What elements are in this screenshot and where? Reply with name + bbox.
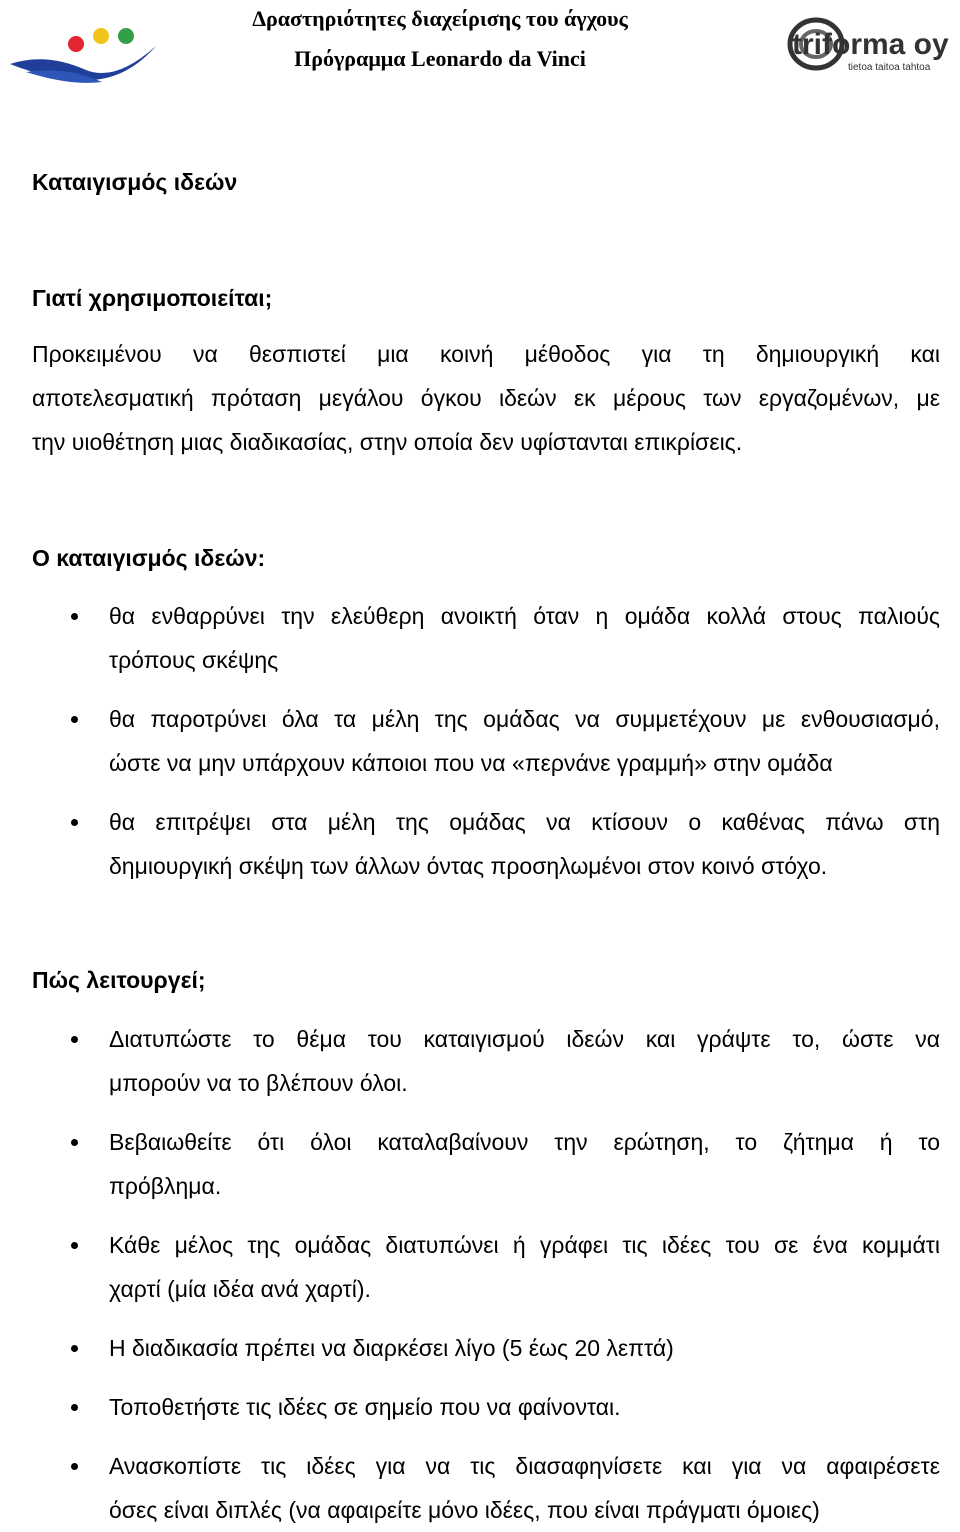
why-paragraph xyxy=(32,332,940,464)
list-item-text xyxy=(109,697,940,785)
list-item-text xyxy=(109,1017,940,1105)
list-item-line: μπορούν να το βλέπουν όλοι. xyxy=(109,1070,408,1096)
list-item-line: Βεβαιωθείτε ότι όλοι καταλαβαίνουν την ερώτηση, το ζήτημα ή το xyxy=(109,1129,940,1155)
list-item-line: Κάθε μέλος της ομάδας διατυπώνει ή γράφει τις ιδέες του σε ένα κομμάτι xyxy=(109,1232,940,1258)
header-title-line1: Δραστηριότητες διαχείρισης του άγχους xyxy=(252,6,628,31)
list-item-line: θα επιτρέψει στα μέλη της ομάδας να κτίσουν ο καθένας πάνω στη xyxy=(109,809,940,835)
list-item-line: δημιουργική σκέψη των άλλων όντας προσηλωμένοι στον κοινό στόχο. xyxy=(109,853,828,879)
page-header xyxy=(0,0,960,100)
bullet-icon xyxy=(71,716,78,723)
list-item-text xyxy=(109,594,940,682)
list-item-line: Ανασκοπίστε τις ιδέες για να τις διασαφηνίσετε και για να αφαιρέσετε xyxy=(109,1453,940,1479)
why-line: Προκειμένου να θεσπιστεί μια κοινή μέθοδος για τη δημιουργική και xyxy=(32,341,940,367)
document-title: Καταιγισμός ιδεών xyxy=(32,169,238,195)
triforma-logo-text: triforma oy xyxy=(792,28,949,61)
list-item-line: πρόβλημα. xyxy=(109,1173,222,1199)
list-item-line: θα ενθαρρύνει την ελεύθερη ανοικτή όταν η ομάδα κολλά στους παλιούς xyxy=(109,603,940,629)
triforma-logo-tagline: tietoa taitoa tahtoa xyxy=(848,62,931,73)
brainstorm-heading: Ο καταιγισμός ιδεών: xyxy=(32,545,266,571)
list-item-line: Διατυπώστε το θέμα του καταιγισμού ιδεών και γράψτε το, ώστε να xyxy=(109,1026,940,1052)
list-item-text xyxy=(109,1120,940,1208)
list-item-line: Η διαδικασία πρέπει να διαρκέσει λίγο (5 έως 20 λεπτά) xyxy=(109,1335,674,1361)
bullet-icon xyxy=(71,1242,78,1249)
triforma-logo xyxy=(786,14,958,78)
list-item-line: ώστε να μην υπάρχουν κάποιοι που να «περνάνε γραμμή» στην ομάδα xyxy=(109,750,833,776)
list-item-text xyxy=(109,1326,940,1370)
list-item-text xyxy=(109,1385,940,1429)
list-item-line: Τοποθετήστε τις ιδέες σε σημείο που να φαίνονται. xyxy=(109,1394,621,1420)
list-item-text xyxy=(109,1444,940,1532)
bullet-icon xyxy=(71,1345,78,1352)
list-item-line: τρόπους σκέψης xyxy=(109,647,279,673)
list-item-text xyxy=(109,800,940,888)
why-line: την υιοθέτηση μιας διαδικασίας, στην οποία δεν υφίστανται επικρίσεις. xyxy=(32,429,743,455)
list-item-line: θα παροτρύνει όλα τα μέλη της ομάδας να συμμετέχουν με ενθουσιασμό, xyxy=(109,706,940,732)
bullet-icon xyxy=(71,819,78,826)
bullet-icon xyxy=(71,1404,78,1411)
list-item-line: όσες είναι διπλές (να αφαιρείτε μόνο ιδέες, που είναι πράγματι όμοιες) xyxy=(109,1497,820,1523)
how-heading: Πώς λειτουργεί; xyxy=(32,967,206,993)
why-heading: Γιατί χρησιμοποιείται; xyxy=(32,285,273,311)
list-item-line: χαρτί (μία ιδέα ανά χαρτί). xyxy=(109,1276,371,1302)
why-line: αποτελεσματική πρόταση μεγάλου όγκου ιδεών εκ μέρους των εργαζομένων, με xyxy=(32,385,940,411)
bullet-icon xyxy=(71,1139,78,1146)
bullet-icon xyxy=(71,1036,78,1043)
header-title-line2: Πρόγραμμα Leonardo da Vinci xyxy=(294,46,586,71)
bullet-icon xyxy=(71,1463,78,1470)
bullet-icon xyxy=(71,613,78,620)
list-item-text xyxy=(109,1223,940,1311)
